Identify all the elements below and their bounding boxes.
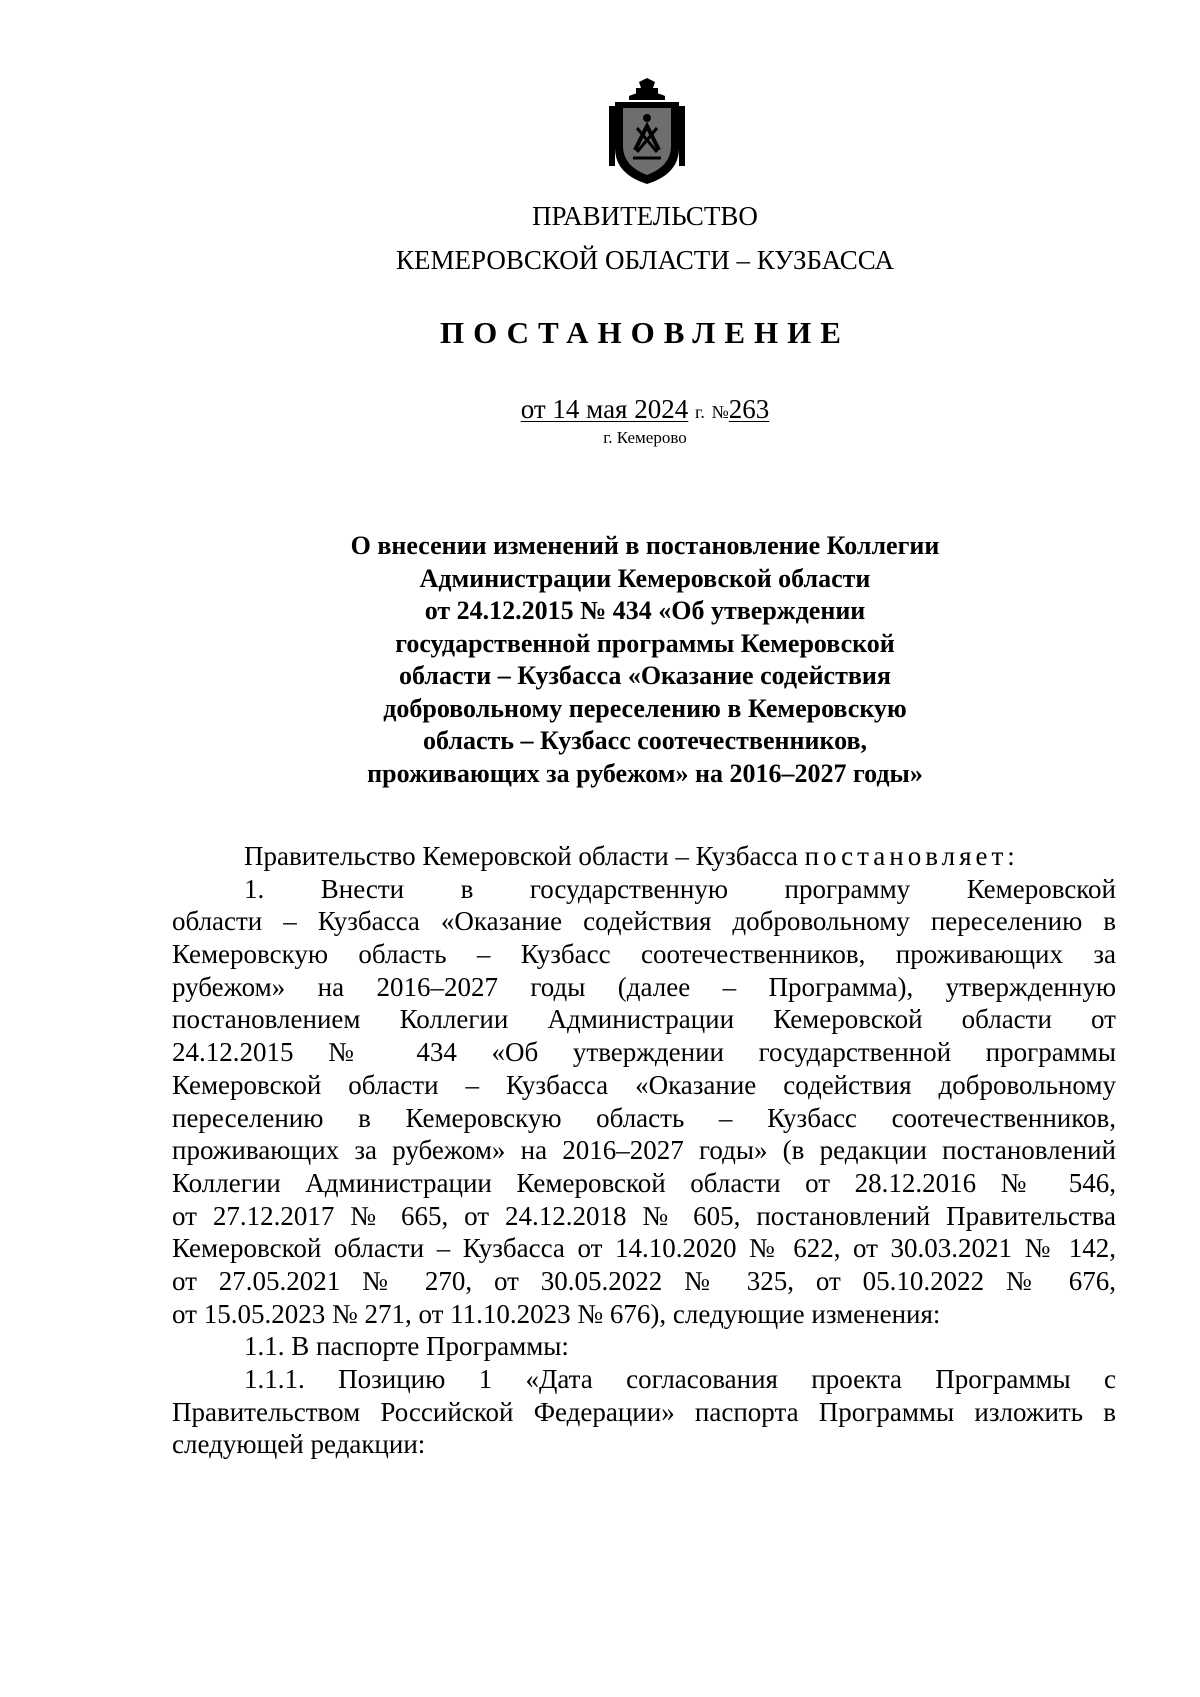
- number-sign: №: [711, 402, 729, 422]
- body-line: рубежом» на 2016–2027 годы (далее – Программа), утвержденную: [172, 971, 1116, 1002]
- body-line: 1. Внести в государственную программу Кемеровской: [244, 873, 1116, 904]
- body-line: Кемеровской области – Кузбасса «Оказание содействия добровольному: [172, 1069, 1116, 1100]
- body-line: следующей редакции:: [172, 1429, 426, 1460]
- body-line: 1.1. В паспорте Программы:: [244, 1331, 569, 1362]
- body-line: Кемеровскую область – Кузбасс соотечественников, проживающих за: [172, 939, 1116, 970]
- title-line: государственной программы Кемеровской: [395, 628, 895, 658]
- body-line: области – Кузбасса «Оказание содействия добровольному переселению в: [172, 906, 1116, 937]
- document-title: [45, 530, 1200, 790]
- body-line: Кемеровской области – Кузбасса от 14.10.2020 № 622, от 30.03.2021 № 142,: [172, 1233, 1116, 1264]
- date-number-line: [45, 393, 1200, 428]
- title-line: области – Кузбасса «Оказание содействия: [399, 661, 891, 690]
- body-line: Правительством Российской Федерации» паспорта Программы изложить в: [172, 1396, 1116, 1427]
- organization-name-line1: ПРАВИТЕЛЬСТВО: [532, 201, 758, 231]
- title-line: добровольному переселению в Кемеровскую: [383, 693, 907, 723]
- preamble-line: Правительство Кемеровской области – Кузбасса постановляет:: [244, 841, 1019, 871]
- city-name: г. Кемерово: [603, 428, 687, 447]
- organization-name-line2: КЕМЕРОВСКОЙ ОБЛАСТИ – КУЗБАССА: [396, 245, 894, 275]
- document-body: [172, 840, 1116, 1461]
- title-line: область – Кузбасс соотечественников,: [423, 726, 867, 755]
- body-line: от 15.05.2023 № 271, от 11.10.2023 № 676), следующие изменения:: [172, 1298, 941, 1329]
- year-suffix: г.: [694, 402, 705, 422]
- body-line: 1.1.1. Позицию 1 «Дата согласования проекта Программы с: [244, 1364, 1116, 1394]
- body-line: проживающих за рубежом» на 2016–2027 годы» (в редакции постановлений: [172, 1135, 1116, 1166]
- body-line: переселению в Кемеровскую область – Кузбасс соотечественников,: [172, 1102, 1116, 1133]
- title-line: О внесении изменений в постановление Коллегии: [350, 531, 940, 560]
- body-line: постановлением Коллегии Администрации Кемеровской области от: [172, 1004, 1116, 1035]
- body-line: 24.12.2015 № 434 «Об утверждении государственной программы: [172, 1037, 1116, 1068]
- title-line: от 24.12.2015 № 434 «Об утверждении: [424, 596, 866, 625]
- date-field: от 14 мая 2024: [520, 394, 689, 424]
- document-type-heading: ПОСТАНОВЛЕНИЕ: [440, 315, 850, 350]
- body-line: от 27.05.2021 № 270, от 30.05.2022 № 325, от 05.10.2022 № 676,: [172, 1265, 1116, 1296]
- title-line: проживающих за рубежом» на 2016–2027 годы»: [367, 758, 923, 788]
- body-line: Коллегии Администрации Кемеровской области от 28.12.2016 № 546,: [172, 1167, 1116, 1198]
- body-line: от 27.12.2017 № 665, от 24.12.2018 № 605, постановлений Правительства: [172, 1200, 1116, 1231]
- title-line: Администрации Кемеровской области: [419, 563, 871, 593]
- coat-of-arms-emblem: [609, 78, 685, 186]
- document-number: 263: [728, 394, 770, 424]
